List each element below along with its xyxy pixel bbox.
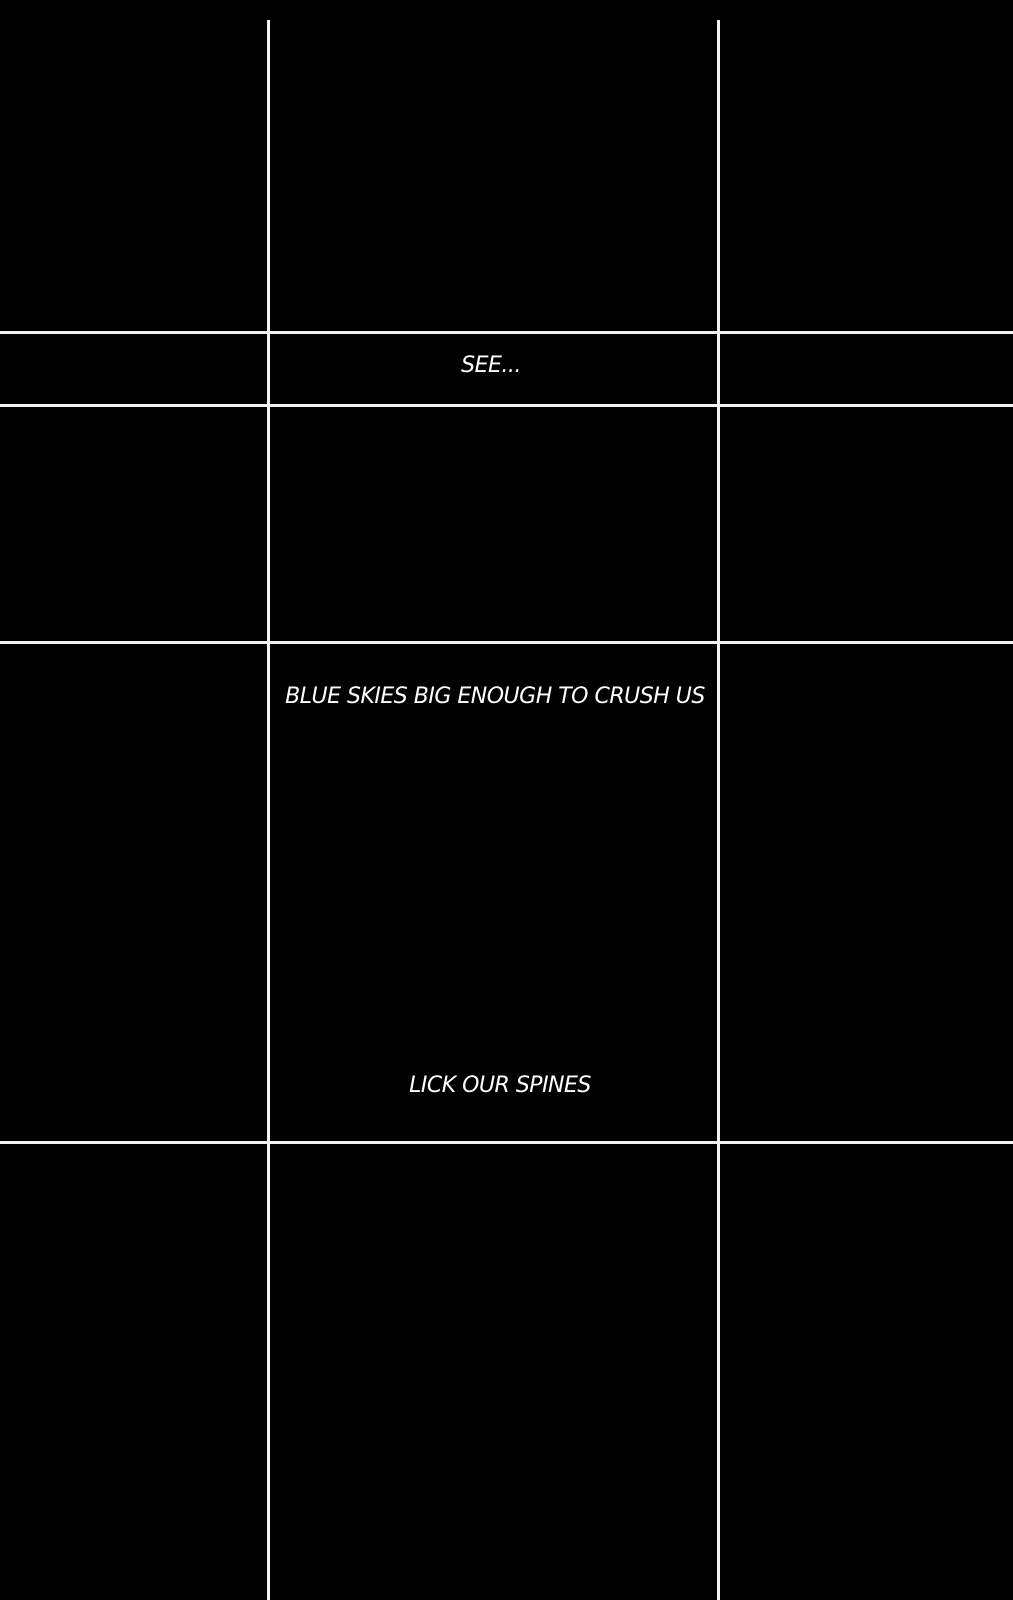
caption-lick-our-spines: LICK OUR SPINES (409, 1073, 591, 1098)
panel-border-vertical-left (267, 20, 270, 1600)
panel-border-horizontal-1 (0, 331, 1013, 334)
caption-blue-skies: BLUE SKIES BIG ENOUGH TO CRUSH US (285, 684, 705, 709)
panel-border-horizontal-3 (0, 641, 1013, 644)
panel-border-vertical-right (717, 20, 720, 1600)
panel-border-horizontal-4 (0, 1141, 1013, 1144)
caption-see: SEE... (461, 353, 521, 378)
panel-border-horizontal-2 (0, 404, 1013, 407)
